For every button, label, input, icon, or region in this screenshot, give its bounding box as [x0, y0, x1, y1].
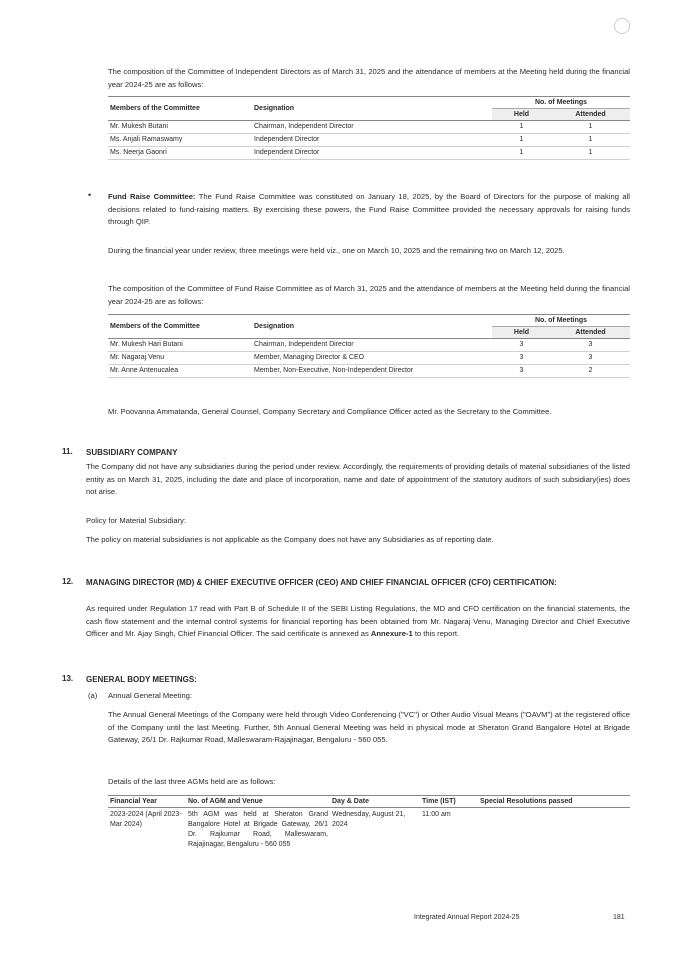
section-11-title: SUBSIDIARY COMPANY — [86, 448, 178, 457]
fund-raise-title: Fund Raise Committee: — [108, 192, 196, 201]
member-cell: Mr. Anne Antenucalea — [110, 367, 179, 374]
member-cell: Ms. Neerja Gaonri — [110, 149, 167, 156]
table-row — [108, 808, 630, 853]
member-cell: Ms. Anjali Ramaswamy — [110, 136, 183, 143]
policy-label: Policy for Material Subsidiary: — [86, 516, 187, 525]
attended-cell: 3 — [588, 354, 593, 361]
held-cell: 3 — [519, 367, 524, 374]
section-12-number: 12. — [62, 577, 74, 586]
designation-cell: Chairman, Independent Director — [254, 341, 354, 348]
section-11-number: 11. — [62, 447, 73, 456]
col-header-meetings: No. of Meetings — [492, 97, 630, 109]
held-cell: 3 — [519, 341, 524, 348]
agm-table — [108, 795, 630, 852]
certification-text: As required under Regulation 17 read with Part B of Schedule II of the SEBI Listing Regulations, the MD and CFO certification on the financial statements, the cash flow statement and the internal control systems for financial reporting has been obtained from Mr. Nagaraj Venu, Managing Director and Chief Executive Officer and Mr. Ajay Singh, Chief Financial Officer. The said certificate is annexed as — [86, 604, 630, 639]
held-cell: 1 — [519, 136, 524, 143]
designation-cell: Member, Managing Director & CEO — [254, 354, 365, 361]
attended-cell: 2 — [588, 367, 593, 374]
fund-raise-paragraph — [108, 191, 630, 229]
table-row — [108, 121, 630, 134]
col-header-designation: Designation — [252, 97, 492, 121]
fund-raise-composition-paragraph: The composition of the Committee of Fund Raise Committee as of March 31, 2025 and the attendance of members at the Meeting held during the financial year 2024-25 are as follows: — [108, 284, 630, 306]
col-header-attended: Attended — [551, 327, 630, 339]
intro-paragraph: The composition of the Committee of Independent Directors as of March 31, 2025 and the attendance of members at the Meeting held during the financial year 2024-25 are as follows: — [108, 67, 630, 89]
annexure-reference: Annexure-1 — [370, 629, 413, 639]
financial-year-cell: 2023-2024 (April 2023-Mar 2024) — [110, 811, 182, 828]
col-header-member: Members of the Committee — [108, 97, 252, 121]
secretary-paragraph: Mr. Poovanna Ammatanda, General Counsel, Company Secretary and Compliance Officer acted as the Secretary to the Committee. — [108, 407, 552, 416]
independent-directors-table — [108, 96, 630, 160]
attended-cell: 1 — [588, 123, 593, 130]
subsection-a-label: (a) — [88, 691, 98, 700]
attended-cell: 3 — [588, 341, 593, 348]
designation-cell: Independent Director — [254, 136, 320, 143]
table-row — [108, 365, 630, 378]
section-12-title: MANAGING DIRECTOR (MD) & CHIEF EXECUTIVE OFFICER (CEO) AND CHIEF FINANCIAL OFFICER (CFO) CERTIFICATION: — [86, 578, 557, 587]
held-cell: 1 — [519, 149, 524, 156]
subsection-a-title: Annual General Meeting: — [108, 691, 193, 700]
fund-raise-text: The Fund Raise Committee was constituted on January 18, 2025, by the Board of Directors for the purpose of making all decisions related to fund-raising matters. By exercising these powers, the Fund Raise Committee provided the necessary approvals for raising funds through QIP. — [108, 192, 630, 227]
fund-raise-committee-table — [108, 314, 630, 378]
attended-cell: 1 — [588, 136, 593, 143]
member-cell: Mr. Nagaraj Venu — [110, 354, 165, 361]
col-header-financial-year: Financial Year — [108, 796, 186, 808]
col-header-held: Held — [492, 109, 551, 121]
policy-paragraph: The policy on material subsidiaries is not applicable as the Company does not have any Subsidiaries as of reporting date. — [86, 535, 494, 544]
table-row — [108, 147, 630, 160]
col-header-venue: No. of AGM and Venue — [186, 796, 330, 808]
date-cell: Wednesday, August 21, 2024 — [332, 811, 406, 828]
fund-raise-meetings-paragraph: During the financial year under review, three meetings were held viz., one on March 10, 2025 and the remaining two on March 12, 2025. — [108, 246, 565, 255]
certification-paragraph — [86, 603, 630, 641]
section-13-number: 13. — [62, 674, 74, 683]
subsidiary-paragraph: The Company did not have any subsidiaries during the period under review. Accordingly, the requirements of providing details of material subsidiaries of the listed entity as on March 31, 2025, including the date and place of incorporation, name and date of appointment of the statutory auditors of such subsidiary(ies) does not arise. — [86, 462, 630, 497]
designation-cell: Independent Director — [254, 149, 320, 156]
table-row — [108, 134, 630, 147]
time-cell: 11:00 am — [422, 811, 451, 818]
table-row — [108, 352, 630, 365]
col-header-member: Members of the Committee — [108, 315, 252, 339]
col-header-date: Day & Date — [330, 796, 420, 808]
certification-text-end: to this report. — [412, 629, 460, 639]
col-header-held: Held — [492, 327, 551, 339]
resolutions-cell — [478, 808, 630, 853]
venue-cell: 5th AGM was held at Sheraton Grand Bangalore Hotel at Brigade Gateway, 26/1 Dr. Rajkumar Road, Malleswaram, Rajajinagar, Bengaluru - 560 055 — [188, 811, 328, 848]
col-header-time: Time (IST) — [420, 796, 478, 808]
agm-paragraph: The Annual General Meetings of the Company were held through Video Conferencing ("VC") or Other Audio Visual Means ("OAVM") at the registered office of the Company until the last Meeting. Further, 5th Annual General Meeting was held in physical mode at Sheraton Grand Bangalore Hotel at Brigade Gateway, 26/1 Dr. Rajkumar Road, Malleswaram-Rajajinagar, Bengaluru - 560 055. — [108, 710, 630, 745]
section-13-title: GENERAL BODY MEETINGS: — [86, 675, 197, 684]
held-cell: 1 — [519, 123, 524, 130]
table-row — [108, 339, 630, 352]
member-cell: Mr. Mukesh Hari Butani — [110, 341, 183, 348]
bullet-icon: • — [88, 190, 92, 200]
col-header-designation: Designation — [252, 315, 492, 339]
col-header-resolutions: Special Resolutions passed — [478, 796, 630, 808]
page-number: 181 — [613, 914, 625, 921]
member-cell: Mr. Mukesh Butani — [110, 123, 168, 130]
col-header-attended: Attended — [551, 109, 630, 121]
held-cell: 3 — [519, 354, 524, 361]
attended-cell: 1 — [588, 149, 593, 156]
company-logo-icon — [614, 18, 630, 34]
designation-cell: Chairman, Independent Director — [254, 123, 354, 130]
col-header-meetings: No. of Meetings — [492, 315, 630, 327]
agm-details-intro: Details of the last three AGMs held are as follows: — [108, 777, 276, 786]
footer-report-title: Integrated Annual Report 2024-25 — [414, 914, 520, 921]
designation-cell: Member, Non-Executive, Non-Independent Director — [254, 367, 414, 374]
